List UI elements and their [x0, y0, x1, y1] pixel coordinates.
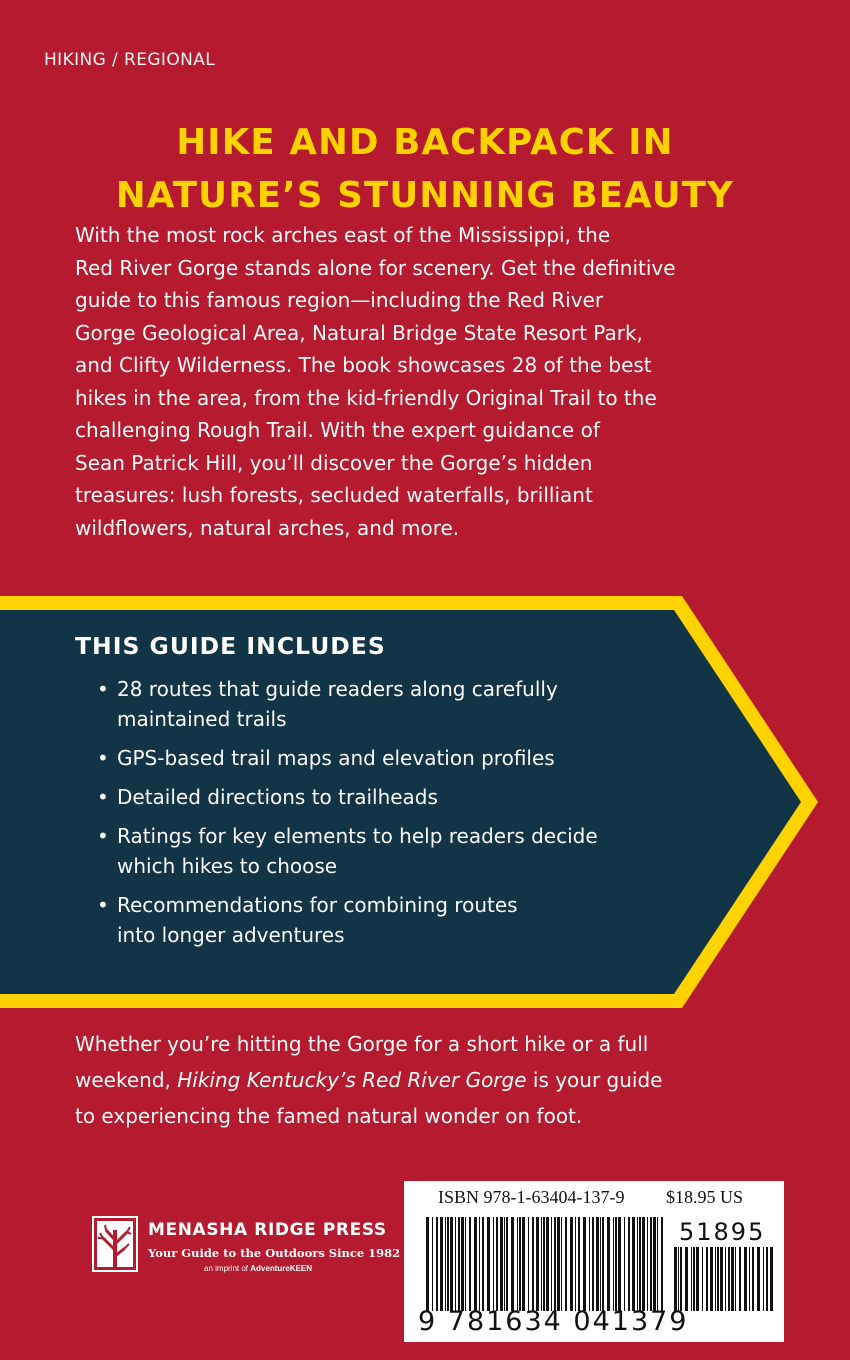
list-item-line: GPS-based trail maps and elevation profiles — [117, 746, 555, 770]
headline — [0, 116, 850, 222]
barcode-bar — [554, 1217, 556, 1311]
list-item-line: 28 routes that guide readers along carefully — [117, 677, 558, 701]
barcode-bar — [506, 1217, 508, 1311]
barcode-bar — [749, 1247, 750, 1311]
barcode-bar — [693, 1247, 695, 1311]
intro-line: wildflowers, natural arches, and more. — [75, 515, 460, 540]
closing-line: Whether you’re hitting the Gorge for a short hike or a full — [75, 1032, 649, 1056]
bullet-icon: • — [97, 677, 109, 701]
barcode-bar — [685, 1247, 688, 1311]
price-code: 51895 — [679, 1218, 766, 1246]
barcode-bar — [575, 1217, 576, 1311]
barcode-bar — [536, 1217, 539, 1311]
intro-line: and Clifty Wilderness. The book showcases 28 of the best — [75, 353, 652, 377]
barcode-bar — [661, 1217, 663, 1311]
list-item-line: Recommendations for combining routes — [117, 893, 518, 917]
publisher-imprint — [204, 1264, 312, 1273]
intro-line: With the most rock arches east of the Mississippi, the — [75, 223, 611, 247]
barcode-bar — [570, 1217, 573, 1311]
barcode-bar — [715, 1247, 716, 1311]
barcode-bar — [461, 1217, 464, 1311]
intro-line: treasures: lush forests, secluded waterfalls, brilliant — [75, 483, 593, 507]
barcode-bar — [543, 1217, 545, 1311]
barcode-bar — [766, 1247, 768, 1311]
intro-line: guide to this famous region—including the Red River — [75, 288, 604, 312]
price-label: $18.95 US — [666, 1187, 744, 1207]
bullet-icon: • — [97, 824, 109, 848]
list-item-line: Ratings for key elements to help readers decide — [117, 824, 598, 848]
barcode-box — [404, 1181, 784, 1342]
tree-logo-icon — [92, 1216, 138, 1272]
barcode-bar — [578, 1217, 580, 1311]
closing-text: is your guide — [526, 1068, 663, 1092]
closing-line: to experiencing the famed natural wonder on foot. — [75, 1104, 583, 1128]
list-item-line: into longer adventures — [117, 923, 345, 947]
barcode-bar — [436, 1217, 438, 1311]
category-label: HIKING / REGIONAL — [44, 50, 216, 70]
barcode-bar — [432, 1217, 433, 1311]
barcode-bar — [458, 1217, 460, 1311]
list-item — [94, 782, 734, 812]
barcode-bar — [522, 1217, 525, 1311]
includes-title: THIS GUIDE INCLUDES — [75, 632, 386, 660]
intro-line: hikes in the area, from the kid-friendly Original Trail to the — [75, 385, 657, 410]
barcode-bar — [465, 1217, 466, 1311]
intro-line: Sean Patrick Hill, you’ll discover the Gorge’s hidden — [75, 450, 593, 475]
barcode-bar — [557, 1217, 560, 1311]
barcode-bar — [642, 1217, 645, 1311]
barcode-bar — [680, 1247, 682, 1311]
list-item-line: maintained trails — [117, 707, 287, 731]
barcode-bar — [607, 1217, 610, 1311]
barcode-bar — [674, 1247, 677, 1311]
bullet-icon: • — [97, 746, 109, 770]
list-item — [94, 674, 734, 734]
barcode-bar — [532, 1217, 534, 1311]
barcode-bar — [596, 1217, 599, 1311]
barcode-bar — [717, 1247, 719, 1311]
closing-paragraph — [75, 1026, 805, 1134]
barcode-bar — [474, 1217, 477, 1311]
barcode-bar — [678, 1247, 679, 1311]
barcode-bar — [770, 1247, 773, 1311]
includes-list — [94, 674, 734, 959]
barcode-bar — [653, 1217, 656, 1311]
barcode-bar — [482, 1217, 484, 1311]
barcode-bar — [725, 1247, 726, 1311]
barcode-bar — [541, 1217, 542, 1311]
publisher-name: MENASHA RIDGE PRESS — [148, 1220, 387, 1240]
barcode-bar — [702, 1247, 703, 1311]
barcode-bar — [706, 1247, 708, 1311]
list-item-line: which hikes to choose — [117, 854, 338, 878]
closing-text: weekend, — [75, 1068, 178, 1092]
barcode-bar — [602, 1217, 604, 1311]
barcode-bar — [447, 1217, 449, 1311]
headline-line-2: NATURE’S STUNNING BEAUTY — [115, 175, 735, 216]
barcode-bar — [731, 1247, 734, 1311]
barcode-bar — [511, 1217, 514, 1311]
barcode-bar — [551, 1217, 552, 1311]
barcode-bar — [639, 1217, 641, 1311]
barcode-bar — [632, 1217, 635, 1311]
barcode-bar — [728, 1247, 730, 1311]
barcode-bar — [455, 1217, 456, 1311]
barcode-bar — [637, 1217, 638, 1311]
barcode-bar — [720, 1247, 723, 1311]
barcode-bar — [763, 1247, 764, 1311]
list-item — [94, 821, 734, 881]
barcode-bar — [628, 1217, 630, 1311]
intro-line: Red River Gorge stands alone for scenery. Get the definitive — [75, 255, 676, 280]
barcode-bar — [613, 1217, 614, 1311]
intro-paragraph — [75, 219, 775, 544]
closing-line — [75, 1062, 805, 1098]
barcode-bar — [752, 1247, 754, 1311]
barcode-bar — [487, 1217, 490, 1311]
barcode-bar — [657, 1217, 658, 1311]
barcode-bar — [735, 1247, 736, 1311]
barcode-bar — [650, 1217, 652, 1311]
barcode-bar — [469, 1217, 471, 1311]
barcode-bar — [504, 1217, 505, 1311]
barcode-bar — [426, 1217, 429, 1311]
barcode-bar — [517, 1217, 518, 1311]
barcode-bar — [691, 1247, 692, 1311]
barcode-bar — [592, 1217, 594, 1311]
barcode-bar — [744, 1247, 747, 1311]
barcode-digits: 9 781634 041379 — [418, 1306, 689, 1337]
barcode-bar — [615, 1217, 617, 1311]
barcode-bar — [479, 1217, 480, 1311]
bullet-icon: • — [97, 893, 109, 917]
barcode-bar — [589, 1217, 590, 1311]
bullet-icon: • — [97, 785, 109, 809]
list-item-line: Detailed directions to trailheads — [117, 785, 438, 809]
barcode-bar — [519, 1217, 521, 1311]
barcode-bar — [739, 1247, 741, 1311]
barcode-bar — [496, 1217, 498, 1311]
list-item — [94, 890, 734, 950]
imprint-brand: AdventureKEEN — [250, 1264, 313, 1273]
barcode-bar — [546, 1217, 549, 1311]
barcode-bar — [624, 1217, 625, 1311]
barcode-bar — [440, 1217, 443, 1311]
intro-line: challenging Rough Trail. With the expert guidance of — [75, 418, 600, 442]
barcode-bar — [618, 1217, 621, 1311]
barcode-bar — [647, 1217, 648, 1311]
barcode-bar — [757, 1247, 760, 1311]
barcode-bar — [528, 1217, 529, 1311]
barcode-bar — [445, 1217, 446, 1311]
barcode-bar — [500, 1217, 503, 1311]
barcode-bar — [696, 1247, 699, 1311]
barcode-bar — [600, 1217, 601, 1311]
headline-line-1: HIKE AND BACKPACK IN — [176, 122, 674, 163]
imprint-prefix: an imprint of — [204, 1264, 251, 1273]
barcode-bar — [493, 1217, 494, 1311]
barcode-bar — [565, 1217, 567, 1311]
barcode-bar — [450, 1217, 453, 1311]
publisher-tagline: Your Guide to the Outdoors Since 1982 — [148, 1246, 401, 1260]
barcode-bar — [561, 1217, 562, 1311]
isbn-label: ISBN 978-1-63404-137-9 — [438, 1187, 625, 1207]
publisher-block — [92, 1216, 401, 1288]
barcode-bar — [583, 1217, 586, 1311]
barcode-bar — [710, 1247, 713, 1311]
book-title: Hiking Kentucky’s Red River Gorge — [177, 1068, 527, 1092]
list-item — [94, 743, 734, 773]
intro-line: Gorge Geological Area, Natural Bridge State Resort Park, — [75, 320, 643, 345]
